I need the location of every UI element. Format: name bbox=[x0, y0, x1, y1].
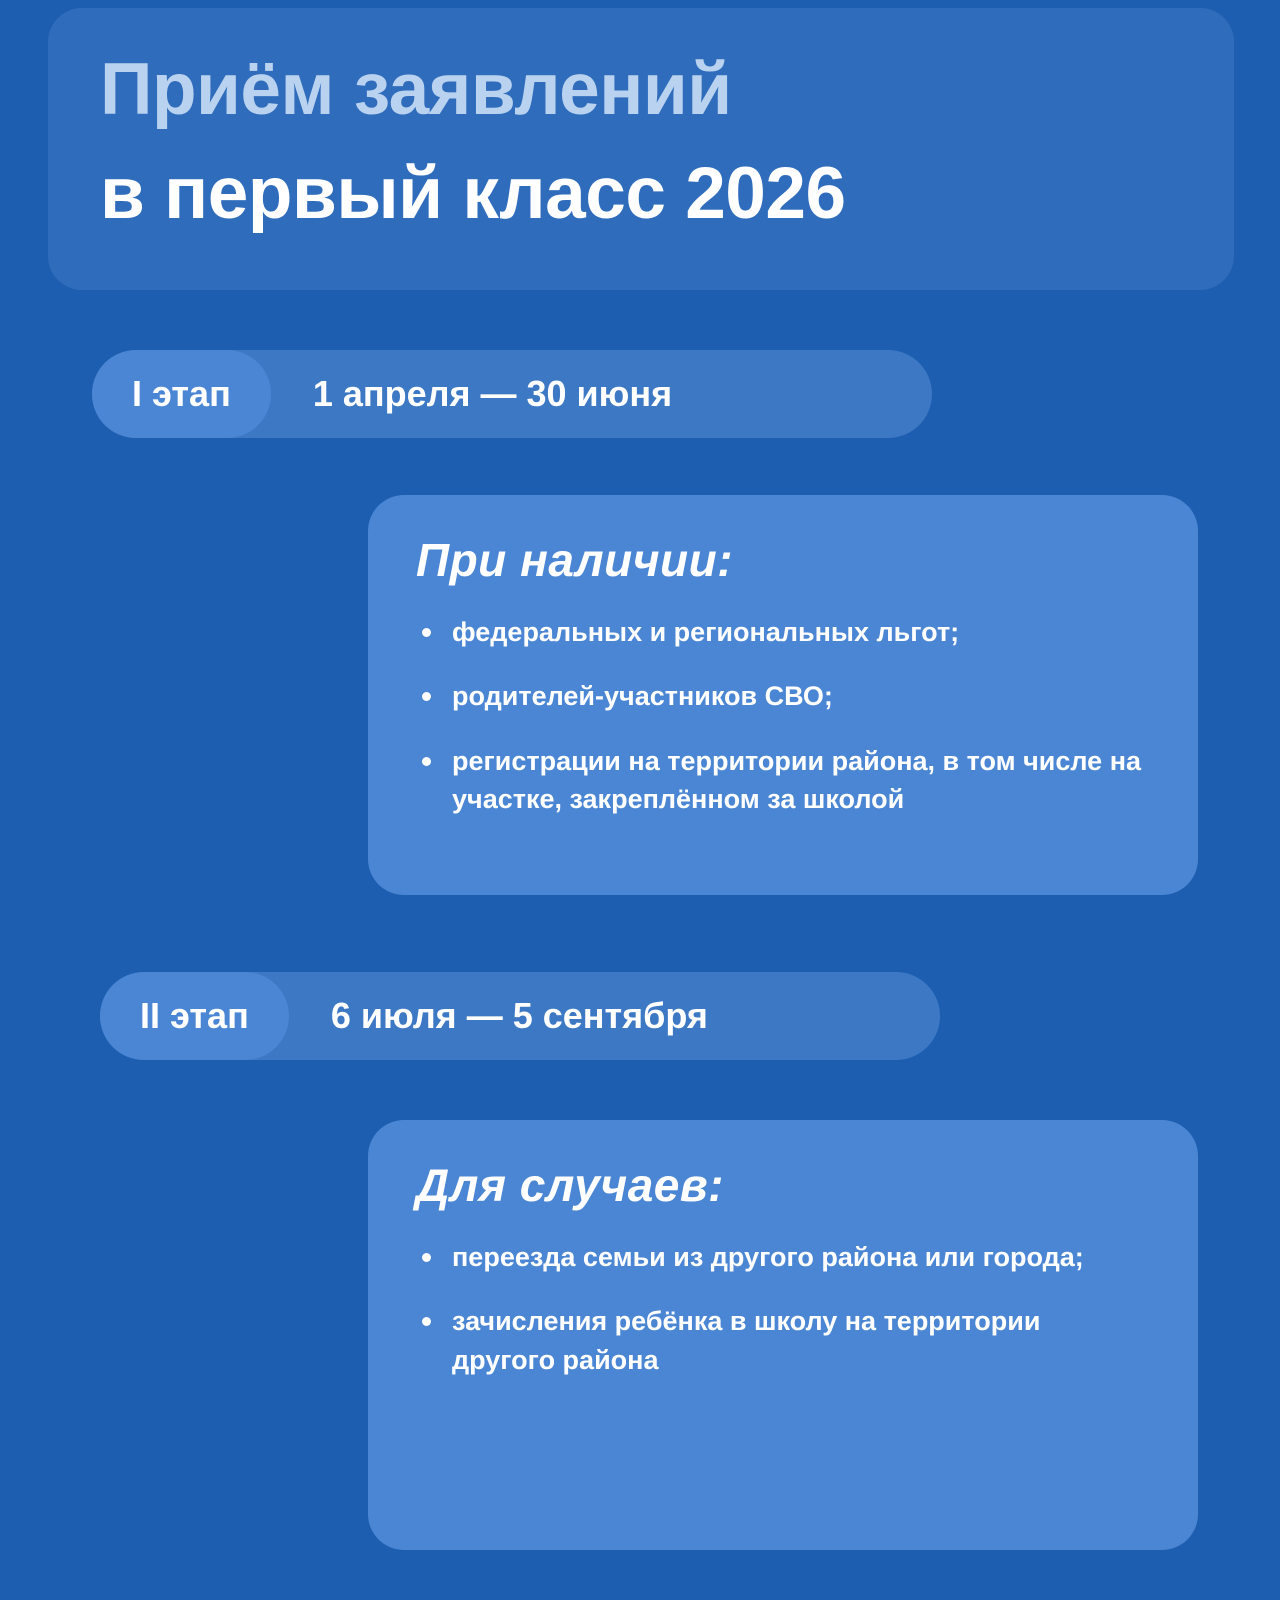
stage-detail-heading-1: При наличии: bbox=[416, 534, 734, 586]
stage-dates-1: 1 апреля — 30 июня bbox=[312, 373, 673, 414]
stage-detail-card-2 bbox=[368, 1120, 1198, 1550]
stage-badge-1 bbox=[92, 350, 271, 438]
stage-detail-list-1 bbox=[416, 613, 1150, 818]
stage-detail-list-2 bbox=[416, 1238, 1150, 1379]
list-item: федеральных и региональных льгот; bbox=[416, 613, 1150, 651]
title-card bbox=[48, 8, 1234, 290]
stage-badge-label-2: II этап bbox=[140, 995, 249, 1036]
list-item: регистрации на территории района, в том числе на участке, закреплённом за школой bbox=[416, 742, 1150, 819]
stage-detail-card-1 bbox=[368, 495, 1198, 895]
stage-dates-2: 6 июля — 5 сентября bbox=[330, 995, 708, 1036]
page-title-line-1: Приём заявлений bbox=[100, 49, 732, 130]
page-title-line-2: в первый класс 2026 bbox=[100, 152, 846, 234]
stage-badge-2 bbox=[100, 972, 289, 1060]
stage-detail-heading-2: Для случаев: bbox=[416, 1159, 724, 1211]
stage-row-1 bbox=[92, 350, 932, 438]
list-item: родителей-участников СВО; bbox=[416, 677, 1150, 715]
list-item: зачисления ребёнка в школу на территории другого района bbox=[416, 1302, 1150, 1379]
stage-row-2 bbox=[100, 972, 940, 1060]
list-item: переезда семьи из другого района или города; bbox=[416, 1238, 1150, 1276]
stage-badge-label-1: I этап bbox=[132, 373, 231, 414]
